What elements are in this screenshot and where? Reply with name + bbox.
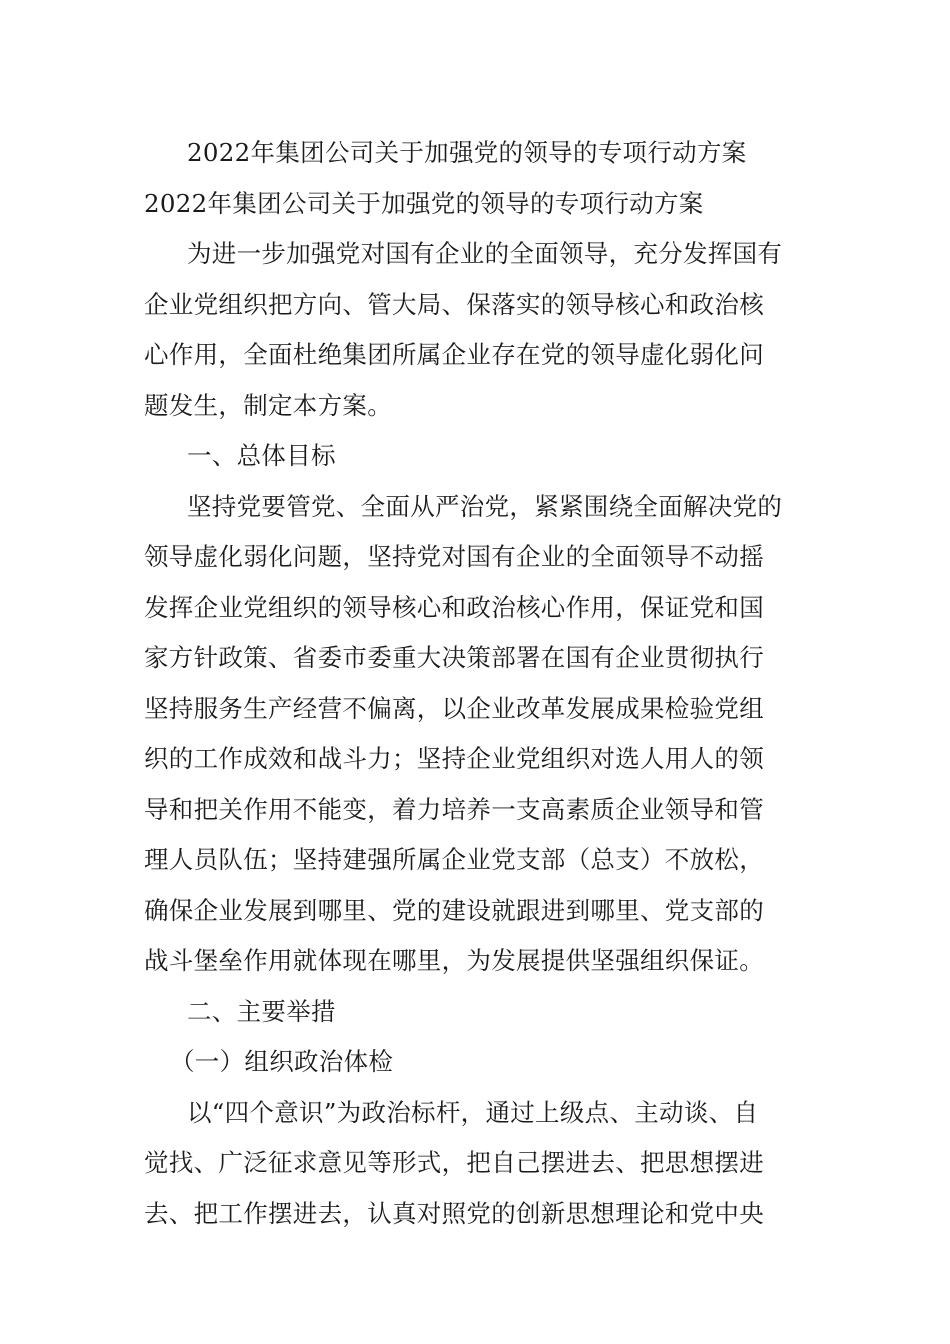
paragraph-line: 导和把关作用不能变，着力培养一支高素质企业领导和管 <box>144 794 764 824</box>
title-line-1: 2022年集团公司关于加强党的领导的专项行动方案 <box>187 138 747 167</box>
paragraph-line: 企业党组织把方向、管大局、保落实的领导核心和政治核 <box>144 289 764 319</box>
section-heading-main-measures: 二、主要举措 <box>187 996 336 1026</box>
paragraph-line: 坚持服务生产经营不偏离，以企业改革发展成果检验党组 <box>144 693 764 723</box>
paragraph-line: 织的工作成效和战斗力；坚持企业党组织对选人用人的领 <box>144 744 764 773</box>
paragraph-line: 理人员队伍；坚持建强所属企业党支部（总支）不放松， <box>144 845 764 874</box>
intro-paragraph <box>144 229 806 431</box>
paragraph-line: 以“四个意识”为政治标杆，通过上级点、主动谈、自 <box>187 1097 759 1127</box>
paragraph-line: 为进一步加强党对国有企业的全面领导，充分发挥国有 <box>187 239 783 268</box>
document-page <box>144 128 806 1239</box>
paragraph-line: 坚持党要管党、全面从严治党，紧紧围绕全面解决党的 <box>187 491 783 521</box>
paragraph-line: 觉找、广泛征求意见等形式，把自己摆进去、把思想摆进 <box>144 1148 764 1177</box>
subsection-heading-political-checkup: （一）组织政治体检 <box>170 1047 394 1076</box>
paragraph-line: 确保企业发展到哪里、党的建设就跟进到哪里、党支部的 <box>144 895 764 925</box>
title-line-2: 2022年集团公司关于加强党的领导的专项行动方案 <box>144 188 704 218</box>
paragraph-line: 发挥企业党组织的领导核心和政治核心作用，保证党和国 <box>144 592 764 622</box>
paragraph-line: 家方针政策、省委市委重大决策部署在国有企业贯彻执行 <box>144 643 764 672</box>
paragraph-line: 领导虚化弱化问题，坚持党对国有企业的全面领导不动摇 <box>144 542 764 571</box>
paragraph-line: 心作用，全面杜绝集团所属企业存在党的领导虚化弱化问 <box>144 340 764 369</box>
paragraph-line: 去、把工作摆进去，认真对照党的创新思想理论和党中央 <box>144 1198 764 1228</box>
overall-goal-paragraph <box>144 482 806 987</box>
section-heading-overall-goal: 一、总体目标 <box>187 441 336 470</box>
political-checkup-paragraph <box>144 1088 806 1240</box>
paragraph-line: 题发生，制定本方案。 <box>144 390 392 420</box>
paragraph-line: 战斗堡垒作用就体现在哪里，为发展提供坚强组织保证。 <box>144 946 764 975</box>
